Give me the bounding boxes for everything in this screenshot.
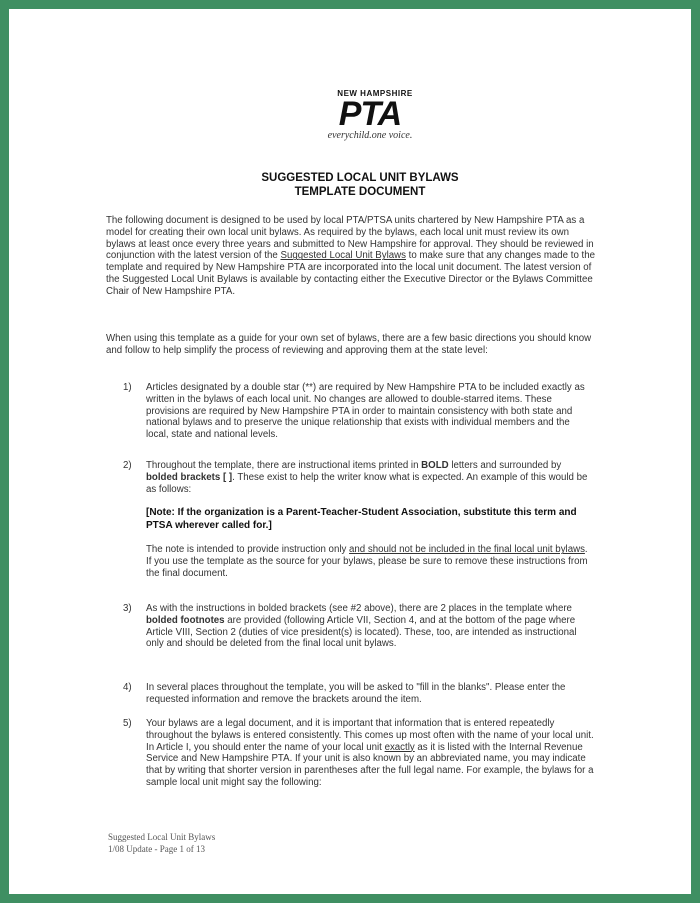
item-number: 3) <box>123 603 132 614</box>
item-2-bold-2: bolded brackets [ ] <box>146 471 233 483</box>
instruction-note: [Note: If the organization is a Parent-Teacher-Student Association, substitute this term and PTSA wherever called for.] <box>146 507 577 531</box>
item-text: Articles designated by a double star (**) are required by New Hampshire PTA to be included exactly as written in the bylaws of each local unit. No changes are allowed to double-starred items. These provisions are required by New Hampshire PTA in order to maintain consistency with both state and national bylaws and to preserve the unique relationship that exists with individual members and the local, state and national levels. <box>146 382 585 441</box>
item-number: 1) <box>123 382 132 393</box>
item-text <box>146 603 594 650</box>
item-2-text-a: Throughout the template, there are instructional items printed in <box>146 460 422 471</box>
title-line-1: SUGGESTED LOCAL UNIT BYLAWS <box>261 172 459 184</box>
intro-p1-text-a: The following document is designed to be used by local PTA/PTSA units chartered by New Hampshire PTA as a model for creating their own local unit bylaws. As required by the bylaws, each local unit must review its own bylaws at least once every three years and submitted to New Hampshire for approval. They should be reviewed in conjunction with the latest version of the <box>106 215 594 262</box>
item-3-bold: bolded footnotes <box>146 614 225 626</box>
bylaws-link: Suggested Local Unit Bylaws <box>280 250 406 262</box>
intro-paragraph-2: When using this template as a guide for your own set of bylaws, there are a few basic directions you should know and follow to help simplify the process of reviewing and approving them at the state level: <box>106 333 592 356</box>
logo-name: PTA <box>338 95 402 133</box>
document-page <box>9 9 691 894</box>
note-explanation-b: . If you use the template as the source for your bylaws, please be sure to remove these instructions from the final document. <box>146 544 588 579</box>
item-5-text-a: Your bylaws are a legal document, and it is important that information that is entered repeatedly throughout the bylaws is entered consistently. This comes up most often with the name of your local unit. In Article I, you should enter the name of your local unit <box>146 718 594 753</box>
item-5-underlined: exactly <box>384 741 415 753</box>
item-text <box>146 718 594 789</box>
item-2-text-b: letters and surrounded by <box>448 460 562 471</box>
footer-line-1: Suggested Local Unit Bylaws <box>108 832 216 842</box>
item-2-text-c: . These exist to help the writer know what is expected. An example of this would be as follows: <box>146 471 588 495</box>
logo-tagline: everychild.one voice. <box>327 130 413 141</box>
item-number: 2) <box>123 460 132 471</box>
item-2-bold-1: BOLD <box>421 460 449 471</box>
document-title <box>19 171 691 199</box>
item-3-text-a: As with the instructions in bolded brackets (see #2 above), there are 2 places in the template where <box>146 603 572 614</box>
note-explanation <box>146 544 594 579</box>
intro-p1-text-b: to make sure that any changes made to the template and required by New Hampshire PTA are incorporated into the local unit document. The latest version of the Suggested Local Unit Bylaws is available by contacting either the Executive Director or the Bylaws Committee Chair of New Hampshire PTA. <box>106 250 595 297</box>
footer-line-2: 1/08 Update - Page 1 of 13 <box>108 844 205 854</box>
pta-logo <box>9 89 691 141</box>
item-3-text-b: are provided (following Article VII, Section 4, and at the bottom of the page where Article VIII, Section 2 (duties of vice president(s) is located). These, too, are intended as instructional only and should be deleted from the final local unit bylaws. <box>146 614 577 650</box>
item-number: 5) <box>123 718 132 729</box>
note-explanation-a: The note is intended to provide instruction only <box>146 544 350 556</box>
page-footer <box>108 831 215 855</box>
item-number: 4) <box>123 682 132 693</box>
item-text <box>146 460 594 580</box>
note-explanation-underlined: and should not be included in the final local unit bylaws <box>349 544 585 556</box>
intro-paragraph-1 <box>106 215 596 298</box>
title-line-2: TEMPLATE DOCUMENT <box>294 186 426 198</box>
item-5-text-b: as it is listed with the Internal Revenue Service and New Hampshire PTA. If your unit is also known by an abbreviated name, you may indicate that by writing that shorter version in parentheses after the full legal name. For example, the bylaws for a sample local unit might say the following: <box>146 741 594 788</box>
item-text: In several places throughout the template, you will be asked to "fill in the blanks". Please enter the requested information and remove the brackets around the item. <box>146 682 566 705</box>
logo-state: NEW HAMPSHIRE <box>337 89 413 98</box>
